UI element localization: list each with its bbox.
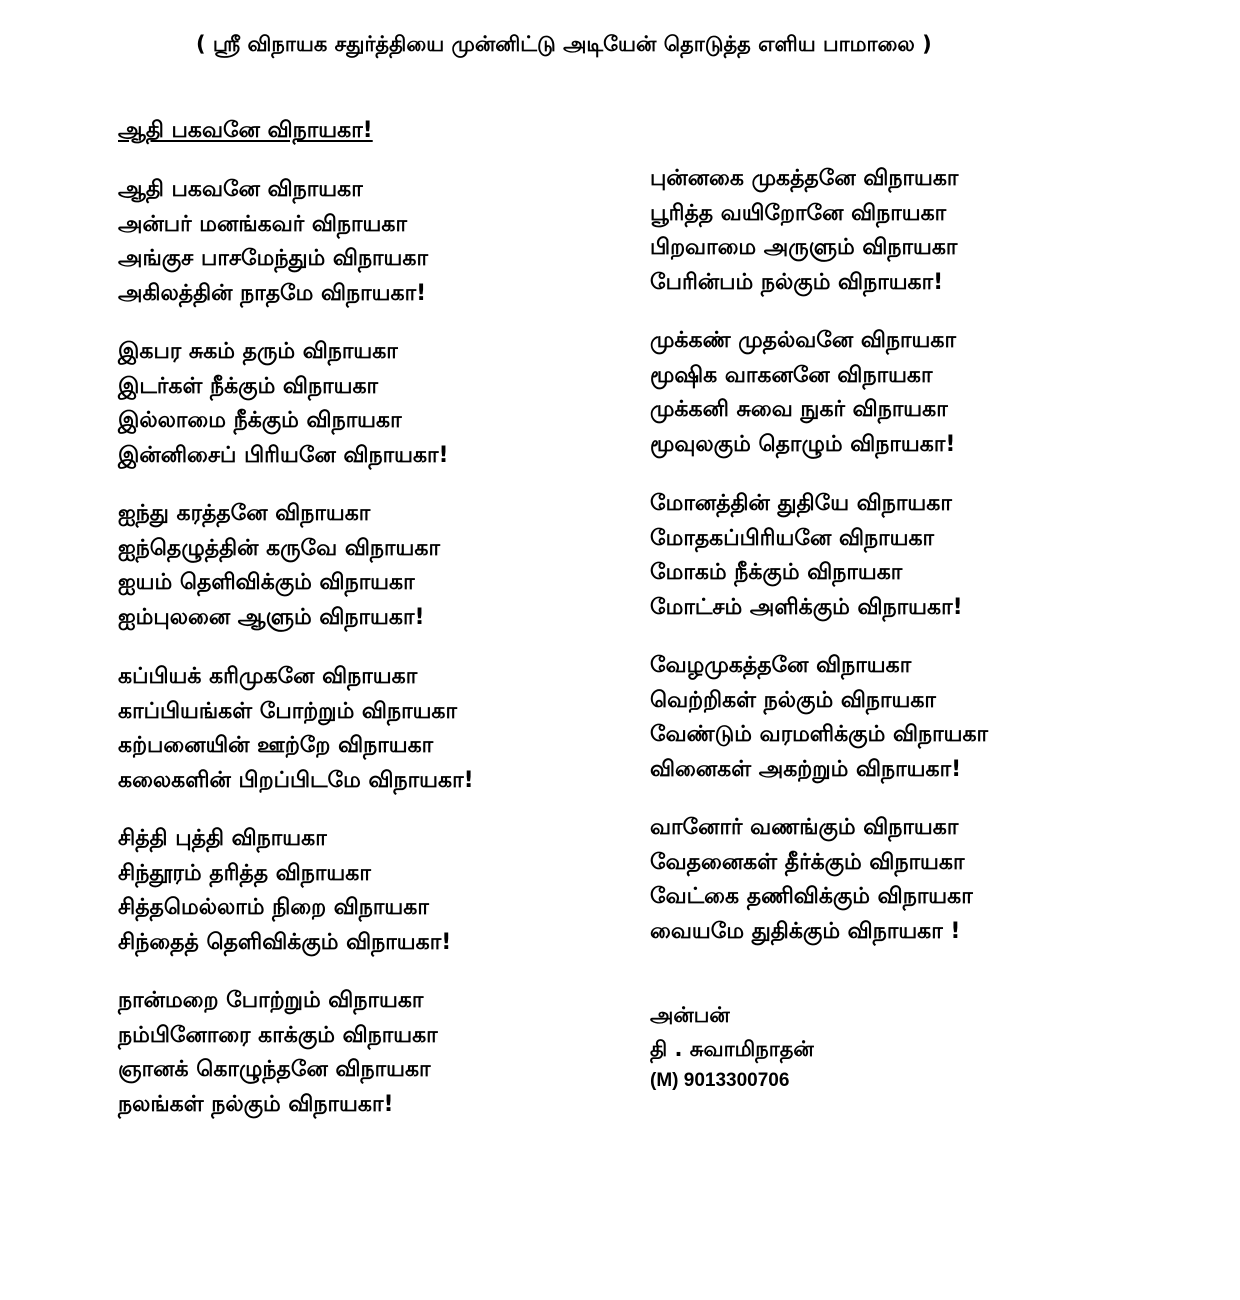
stanza-left-5 <box>118 822 451 961</box>
verse-line: ஐந்தெழுத்தின் கருவே விநாயகா <box>118 535 440 561</box>
verse-line: மோதகப்பிரியனே விநாயகா <box>650 525 935 551</box>
verse-line: கப்பியக் கரிமுகனே விநாயகா <box>118 664 418 689</box>
verse-line: ஐம்புலனை ஆளும் விநாயகா! <box>118 605 425 631</box>
verse-line: முக்கண் முதல்வனே விநாயகா <box>650 328 956 353</box>
verse-line: மோனத்தின் துதியே விநாயகா <box>650 491 952 516</box>
verse-line: நான்மறை போற்றும் விநாயகா <box>118 988 424 1013</box>
verse-line: புன்னகை முகத்தனே விநாயகா <box>650 166 959 191</box>
verse-line: நலங்கள் நல்கும் விநாயகா! <box>118 1092 394 1118</box>
verse-line: மோட்சம் அளிக்கும் விநாயகா! <box>650 595 963 621</box>
stanza-left-4 <box>118 660 474 799</box>
verse-line: காப்பியங்கள் போற்றும் விநாயகா <box>118 698 458 724</box>
verse-line: சித்தமெல்லாம் நிறை விநாயகா <box>118 895 429 921</box>
verse-line: ஐந்து கரத்தனே விநாயகா <box>118 501 371 526</box>
stanza-left-1 <box>118 173 428 312</box>
signature-name: தி . சுவாமிநாதன் <box>650 1037 814 1061</box>
stanza-left-2 <box>118 335 449 474</box>
verse-line: வேட்கை தணிவிக்கும் விநாயகா <box>650 884 973 910</box>
verse-line: இடர்கள் நீக்கும் விநாயகா <box>118 373 379 399</box>
verse-line: பூரித்த வயிறோனே விநாயகா <box>650 200 947 226</box>
verse-line: நம்பினோரை காக்கும் விநாயகா <box>118 1022 438 1048</box>
verse-line: வேதனைகள் தீர்க்கும் விநாயகா <box>650 849 965 875</box>
verse-line: அங்குச பாசமேந்தும் விநாயகா <box>118 246 428 272</box>
verse-line: இகபர சுகம் தரும் விநாயகா <box>118 339 398 364</box>
stanza-left-3 <box>118 497 440 636</box>
verse-line: முக்கனி சுவை நுகர் விநாயகா <box>650 397 948 423</box>
verse-line: கலைகளின் பிறப்பிடமே விநாயகா! <box>118 768 474 794</box>
stanza-right-5 <box>650 811 973 950</box>
stanza-right-2 <box>650 324 956 463</box>
stanza-right-3 <box>650 487 963 626</box>
verse-line: இல்லாமை நீக்கும் விநாயகா <box>118 408 402 434</box>
verse-line: ஐயம் தெளிவிக்கும் விநாயகா <box>118 570 415 596</box>
verse-line: மூஷிக வாகனனே விநாயகா <box>650 362 933 388</box>
stanza-left-6 <box>118 984 438 1123</box>
verse-line: சிந்தூரம் தரித்த விநாயகா <box>118 860 371 886</box>
verse-line: வினைகள் அகற்றும் விநாயகா! <box>650 757 962 783</box>
signature-phone: (M) 9013300706 <box>650 1070 790 1091</box>
stanza-right-1 <box>650 162 958 301</box>
signature-salutation: அன்பன் <box>650 1003 730 1027</box>
verse-line: கற்பனையின் ஊற்றே விநாயகா <box>118 733 434 759</box>
verse-line: ஞானக் கொழுந்தனே விநாயகா <box>118 1057 431 1083</box>
verse-line: வானோர் வணங்கும் விநாயகா <box>650 815 959 840</box>
verse-line: மோகம் நீக்கும் விநாயகா <box>650 560 903 586</box>
verse-line: சித்தி புத்தி விநாயகா <box>118 826 327 851</box>
verse-line: சிந்தைத் தெளிவிக்கும் விநாயகா! <box>118 930 452 956</box>
stanza-right-4 <box>650 649 988 788</box>
verse-line: வையமே துதிக்கும் விநாயகா ! <box>650 919 961 945</box>
verse-line: அன்பர் மனங்கவர் விநாயகா <box>118 211 407 237</box>
verse-line: வேண்டும் வரமளிக்கும் விநாயகா <box>650 722 989 748</box>
verse-line: பிறவாமை அருளும் விநாயகா <box>650 235 958 261</box>
verse-line: வெற்றிகள் நல்கும் விநாயகா <box>650 687 936 713</box>
poem-heading: ஆதி பகவனே விநாயகா! <box>118 118 373 143</box>
verse-line: ஆதி பகவனே விநாயகா <box>118 177 363 202</box>
verse-line: வேழமுகத்தனே விநாயகா <box>650 653 912 678</box>
verse-line: அகிலத்தின் நாதமே விநாயகா! <box>118 281 427 307</box>
verse-line: மூவுலகும் தொழும் விநாயகா! <box>650 432 956 458</box>
verse-line: இன்னிசைப் பிரியனே விநாயகா! <box>118 443 449 469</box>
signature-block <box>650 998 814 1096</box>
page-subtitle: ( ஸ்ரீ விநாயக சதுர்த்தியை முன்னிட்டு அடியேன் தொடுத்த எளிய பாமாலை ) <box>196 32 932 56</box>
verse-line: பேரின்பம் நல்கும் விநாயகா! <box>650 270 944 296</box>
